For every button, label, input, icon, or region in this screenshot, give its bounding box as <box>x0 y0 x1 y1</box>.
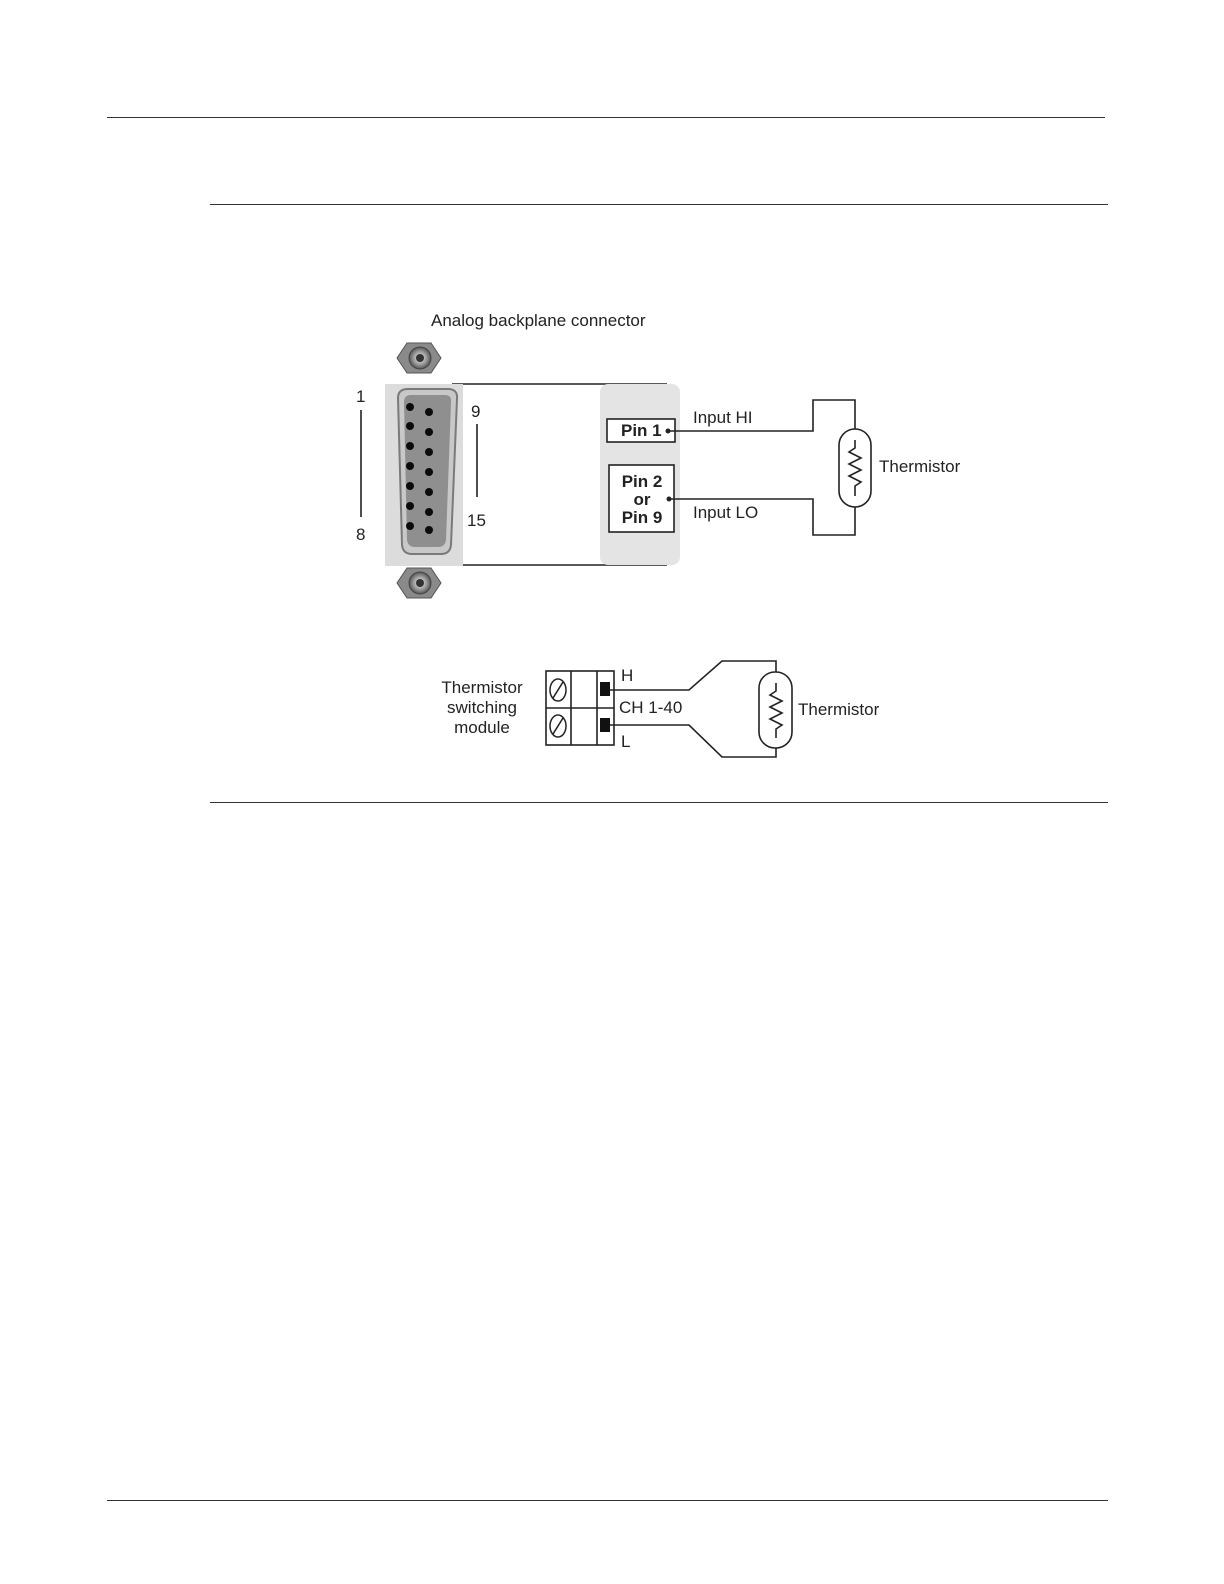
pin-label-8: 8 <box>356 525 366 544</box>
channel-label: CH 1-40 <box>619 698 683 717</box>
connector-diagram <box>356 311 961 598</box>
terminal-l-contact <box>600 718 610 732</box>
pin-hi-label: Pin 1 <box>621 421 662 440</box>
module-h-wire <box>610 661 776 690</box>
bottom-screw-icon <box>397 568 441 598</box>
module-label-line2: switching <box>447 698 517 717</box>
pin-lo-label-line1: Pin 2 <box>621 472 663 491</box>
thermistor-icon <box>839 429 871 507</box>
connector-title: Analog backplane connector <box>431 311 646 330</box>
module-l-wire <box>610 725 776 757</box>
terminal-screw-l-icon <box>550 715 566 737</box>
terminal-h-label: H <box>621 666 634 685</box>
module-diagram <box>441 661 879 757</box>
terminal-h-contact <box>600 682 610 696</box>
input-hi-label: Input HI <box>693 408 753 427</box>
pin-lo-label-line2: or <box>633 490 651 509</box>
pin-label-9: 9 <box>471 402 481 421</box>
top-screw-icon <box>397 343 441 373</box>
module-thermistor-label: Thermistor <box>798 700 880 719</box>
pin-lo-label-line3: Pin 9 <box>621 508 663 527</box>
input-lo-label: Input LO <box>693 503 759 522</box>
terminal-l-label: L <box>621 732 631 751</box>
module-label-line1: Thermistor <box>441 678 523 697</box>
module-thermistor-icon <box>759 672 792 748</box>
terminal-screw-h-icon <box>550 679 566 701</box>
pin-label-15: 15 <box>467 511 486 530</box>
pin-label-1: 1 <box>356 387 366 406</box>
module-label-line3: module <box>454 718 510 737</box>
thermistor-label: Thermistor <box>879 457 961 476</box>
